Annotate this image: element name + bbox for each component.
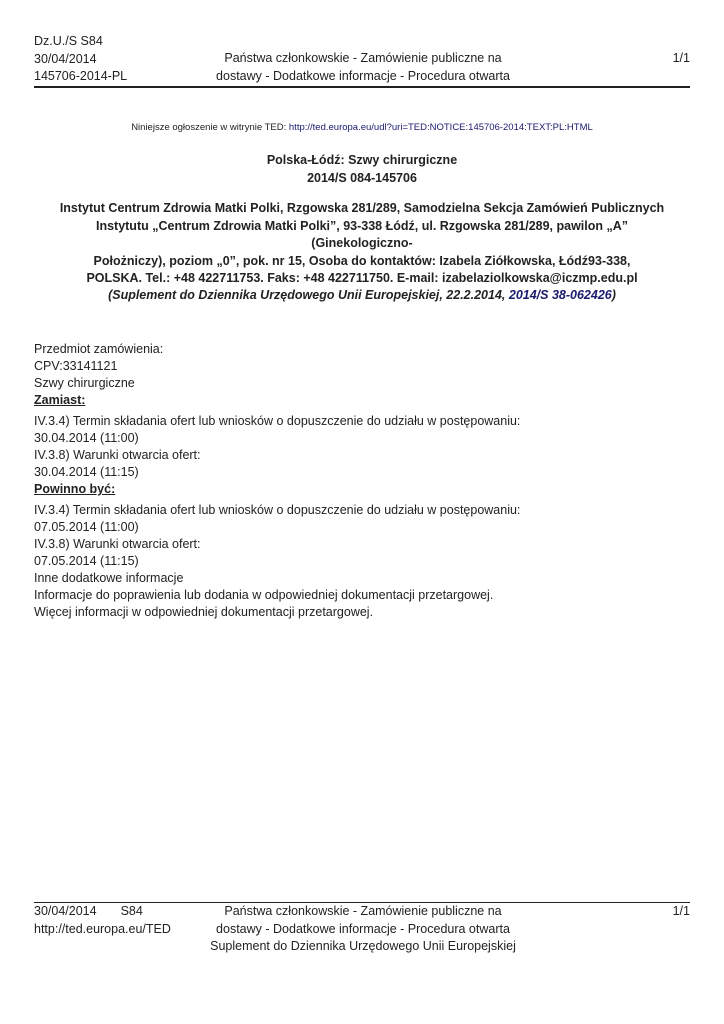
authority-line: Położniczy), poziom „0”, pok. nr 15, Osoba do kontaktów: Izabela Ziółkowska, Łódź93-338, [93, 253, 631, 268]
authority-line: Instytutu „Centrum Zdrowia Matki Polki”, 93-338 Łódź, ul. Rzgowska 281/289, pawilon „A” (Ginekologiczno- [95, 218, 629, 250]
header-title-line: Państwa członkowskie - Zamówienie publiczne na [224, 51, 502, 65]
header-date: 30/04/2014 [34, 51, 97, 66]
notice-id: 2014/S 084-145706 [307, 170, 417, 185]
notice-title [34, 152, 690, 187]
header-journal-ref: Dz.U./S S84 [34, 34, 103, 48]
should-be-line: Informacje do poprawienia lub dodania w odpowiedniej dokumentacji przetargowej. [34, 588, 494, 602]
header-divider [34, 86, 690, 88]
authority-line: POLSKA. Tel.: +48 422711753. Faks: +48 422711750. E-mail: izabelaziolkowska@iczmp.edu.pl [86, 271, 638, 285]
header-left [34, 33, 127, 86]
footer-date: 30/04/2014 [34, 904, 97, 918]
footer-journal-number: S84 [120, 904, 143, 918]
subject-description: Szwy chirurgiczne [34, 376, 135, 390]
supplement-link[interactable]: 2014/S 38-062426 [508, 288, 612, 302]
should-be-line: IV.3.4) Termin składania ofert lub wniosków o dopuszczenie do udziału w postępowaniu: [34, 503, 521, 517]
footer-left [34, 903, 171, 938]
instead-line: IV.3.4) Termin składania ofert lub wniosków o dopuszczenie do udziału w postępowaniu: [34, 414, 521, 428]
instead-line: 30.04.2014 (11:15) [34, 465, 139, 479]
should-be-line: Więcej informacji w odpowiedniej dokumentacji przetargowej. [34, 605, 374, 619]
should-be-line: 07.05.2014 (11:00) [34, 520, 139, 534]
notice-body [34, 341, 690, 621]
notice-title-line: Polska-Łódź: Szwy chirurgiczne [266, 153, 458, 167]
authority-line: Instytut Centrum Zdrowia Matki Polki, Rzgowska 281/289, Samodzielna Sekcja Zamówień Publicznych [59, 201, 665, 215]
should-be-line: 07.05.2014 (11:15) [34, 554, 139, 568]
should-be-line: IV.3.8) Warunki otwarcia ofert: [34, 537, 201, 551]
header-notice-number: 145706-2014-PL [34, 69, 128, 83]
supplement-reference [34, 288, 690, 302]
footer-site: http://ted.europa.eu/TED [34, 921, 171, 936]
footer-title-line: dostawy - Dodatkowe informacje - Procedura otwarta [216, 921, 510, 936]
footer-center [184, 903, 542, 956]
subject-label: Przedmiot zamówienia: [34, 342, 164, 356]
ted-notice [34, 122, 690, 133]
header-page-number: 1/1 [672, 51, 690, 65]
instead-line: IV.3.8) Warunki otwarcia ofert: [34, 448, 201, 462]
contracting-authority [44, 200, 680, 288]
supplement-suffix: ) [611, 288, 616, 302]
instead-line: 30.04.2014 (11:00) [34, 431, 139, 445]
footer-title-line: Suplement do Dziennika Urzędowego Unii Europejskiej [210, 939, 516, 953]
instead-heading: Zamiast: [34, 393, 86, 407]
ted-notice-link[interactable]: http://ted.europa.eu/udl?uri=TED:NOTICE:145706-2014:TEXT:PL:HTML [288, 122, 593, 133]
header-center [184, 50, 542, 85]
header-title-line: dostawy - Dodatkowe informacje - Procedura otwarta [216, 68, 510, 83]
subject-cpv: CPV:33141121 [34, 359, 118, 373]
footer-page-number: 1/1 [672, 904, 690, 918]
should-be-line: Inne dodatkowe informacje [34, 571, 184, 585]
ted-notice-prefix: Niniejsze ogłoszenie w witrynie TED: [131, 122, 289, 133]
should-be-heading: Powinno być: [34, 482, 116, 496]
footer-title-line: Państwa członkowskie - Zamówienie publiczne na [224, 904, 502, 918]
supplement-prefix: (Suplement do Dziennika Urzędowego Unii Europejskiej, 22.2.2014, [108, 288, 509, 302]
